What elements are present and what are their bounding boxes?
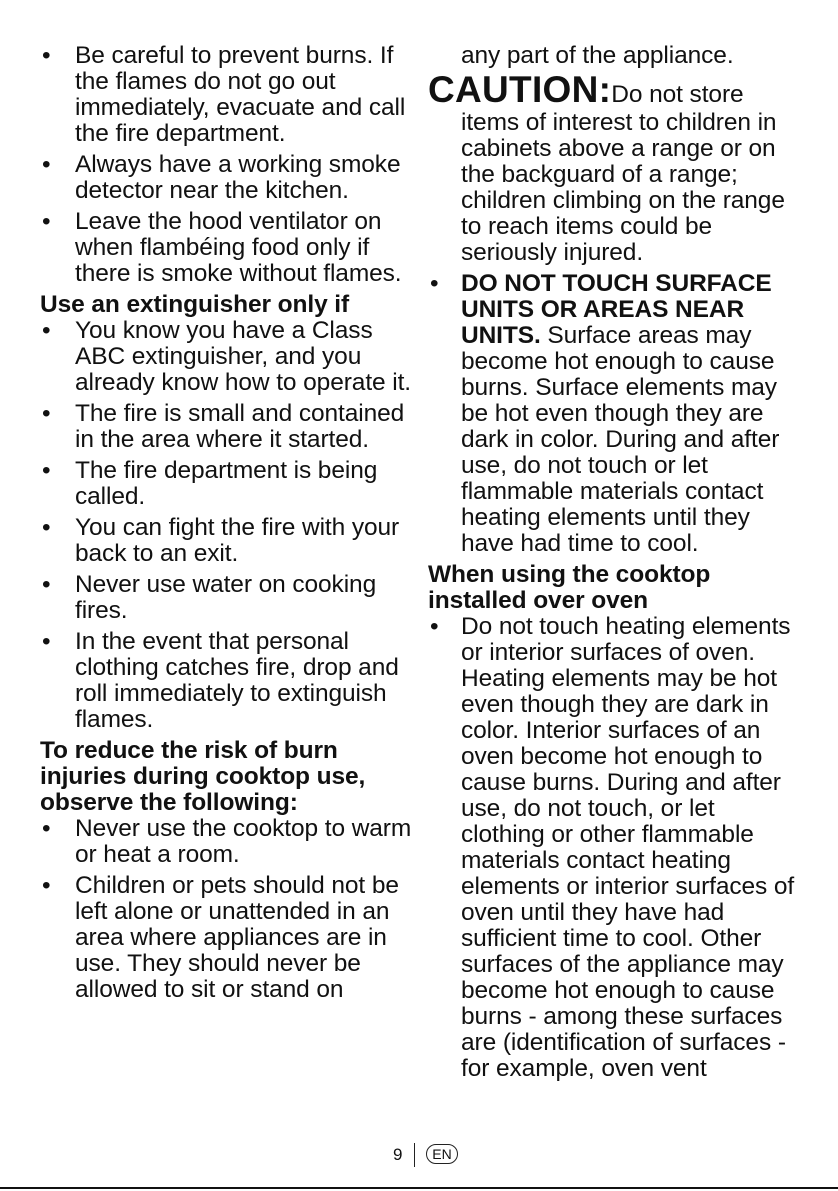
list-item [40, 43, 412, 147]
bullet: • [42, 514, 51, 541]
left-column [40, 43, 412, 1003]
list-item [428, 271, 798, 557]
caution-line [428, 69, 798, 112]
list-item-text: Never use water on cooking fires. [75, 571, 377, 624]
list-item [40, 629, 412, 733]
list-item-text: Always have a working smoke detector near the kitchen. [75, 151, 401, 204]
language-badge: EN [426, 1144, 458, 1164]
right-column [428, 43, 798, 1082]
caution-start-text: Do not store [611, 81, 744, 108]
list-item [40, 318, 412, 396]
page-footer [0, 1143, 838, 1167]
bullet: • [42, 571, 51, 598]
list-item-text: You can fight the fire with your back to an exit. [75, 514, 400, 567]
bullet: • [42, 42, 51, 69]
list-item [40, 873, 412, 1003]
list-item-text: Leave the hood ventilator on when flambéing food only if there is smoke without flames. [75, 208, 402, 287]
bottom-rule [0, 1187, 838, 1189]
burn-risk-heading: To reduce the risk of burn injuries during cooktop use, observe the following: [40, 737, 366, 816]
bullet: • [42, 208, 51, 235]
list-item [40, 152, 412, 204]
bullet: • [430, 613, 439, 640]
bullet: • [42, 872, 51, 899]
list-item [40, 572, 412, 624]
bullet: • [42, 317, 51, 344]
caution-label: CAUTION: [428, 69, 612, 110]
list-item-text: The fire is small and contained in the area where it started. [75, 400, 405, 453]
extinguisher-heading: Use an extinguisher only if [40, 291, 350, 318]
continuation-text: any part of the appliance. [461, 42, 734, 69]
list-item-text: The fire department is being called. [75, 457, 378, 510]
list-item [40, 816, 412, 868]
bullet: • [42, 628, 51, 655]
list-item [40, 515, 412, 567]
list-item [40, 401, 412, 453]
oven-heading: When using the cooktop installed over oven [428, 561, 711, 614]
list-item-text: Be careful to prevent burns. If the flames do not go out immediately, evacuate and call the fire department. [75, 42, 406, 147]
list-item-text: Never use the cooktop to warm or heat a room. [75, 815, 412, 868]
bullet: • [42, 815, 51, 842]
surface-warning-text: Surface areas may become hot enough to cause burns. Surface elements may be hot even though they are dark in color. During and after use, do not touch or let flammable materials contact heating elements until they have had time to cool. [461, 322, 780, 557]
bullet: • [430, 270, 439, 297]
footer-divider [414, 1143, 415, 1167]
list-item [40, 209, 412, 287]
bullet: • [42, 457, 51, 484]
list-item-text: Do not touch heating elements or interior surfaces of oven. Heating elements may be hot even though they are dark in color. Interior surfaces of an oven become hot enough to cause burns. During and after use, do not touch, or let clothing or other flammable materials contact heating elements or interior surfaces of oven until they have had sufficient time to cool. Other surfaces of the appliance may become hot enough to cause burns - among these surfaces are (identification of surfaces - for example, oven vent [461, 613, 795, 1082]
list-item-text: You know you have a Class ABC extinguisher, and you already know how to operate it. [75, 317, 412, 396]
caution-body-text: items of interest to children in cabinets above a range or on the backguard of a range; children climbing on the range to reach items could be seriously injured. [461, 109, 785, 266]
list-item [40, 458, 412, 510]
surface-warning-bold: DO NOT TOUCH SURFACE UNITS OR AREAS NEAR UNITS. [461, 270, 772, 349]
list-item-text: Children or pets should not be left alone or unattended in an area where appliances are in use. They should never be allowed to sit or stand on [75, 872, 399, 1003]
list-item-text: In the event that personal clothing catches fire, drop and roll immediately to extinguish flames. [75, 628, 399, 733]
bullet: • [42, 400, 51, 427]
bullet: • [42, 151, 51, 178]
page-number: 9 [393, 1145, 403, 1164]
list-item [428, 614, 798, 1082]
